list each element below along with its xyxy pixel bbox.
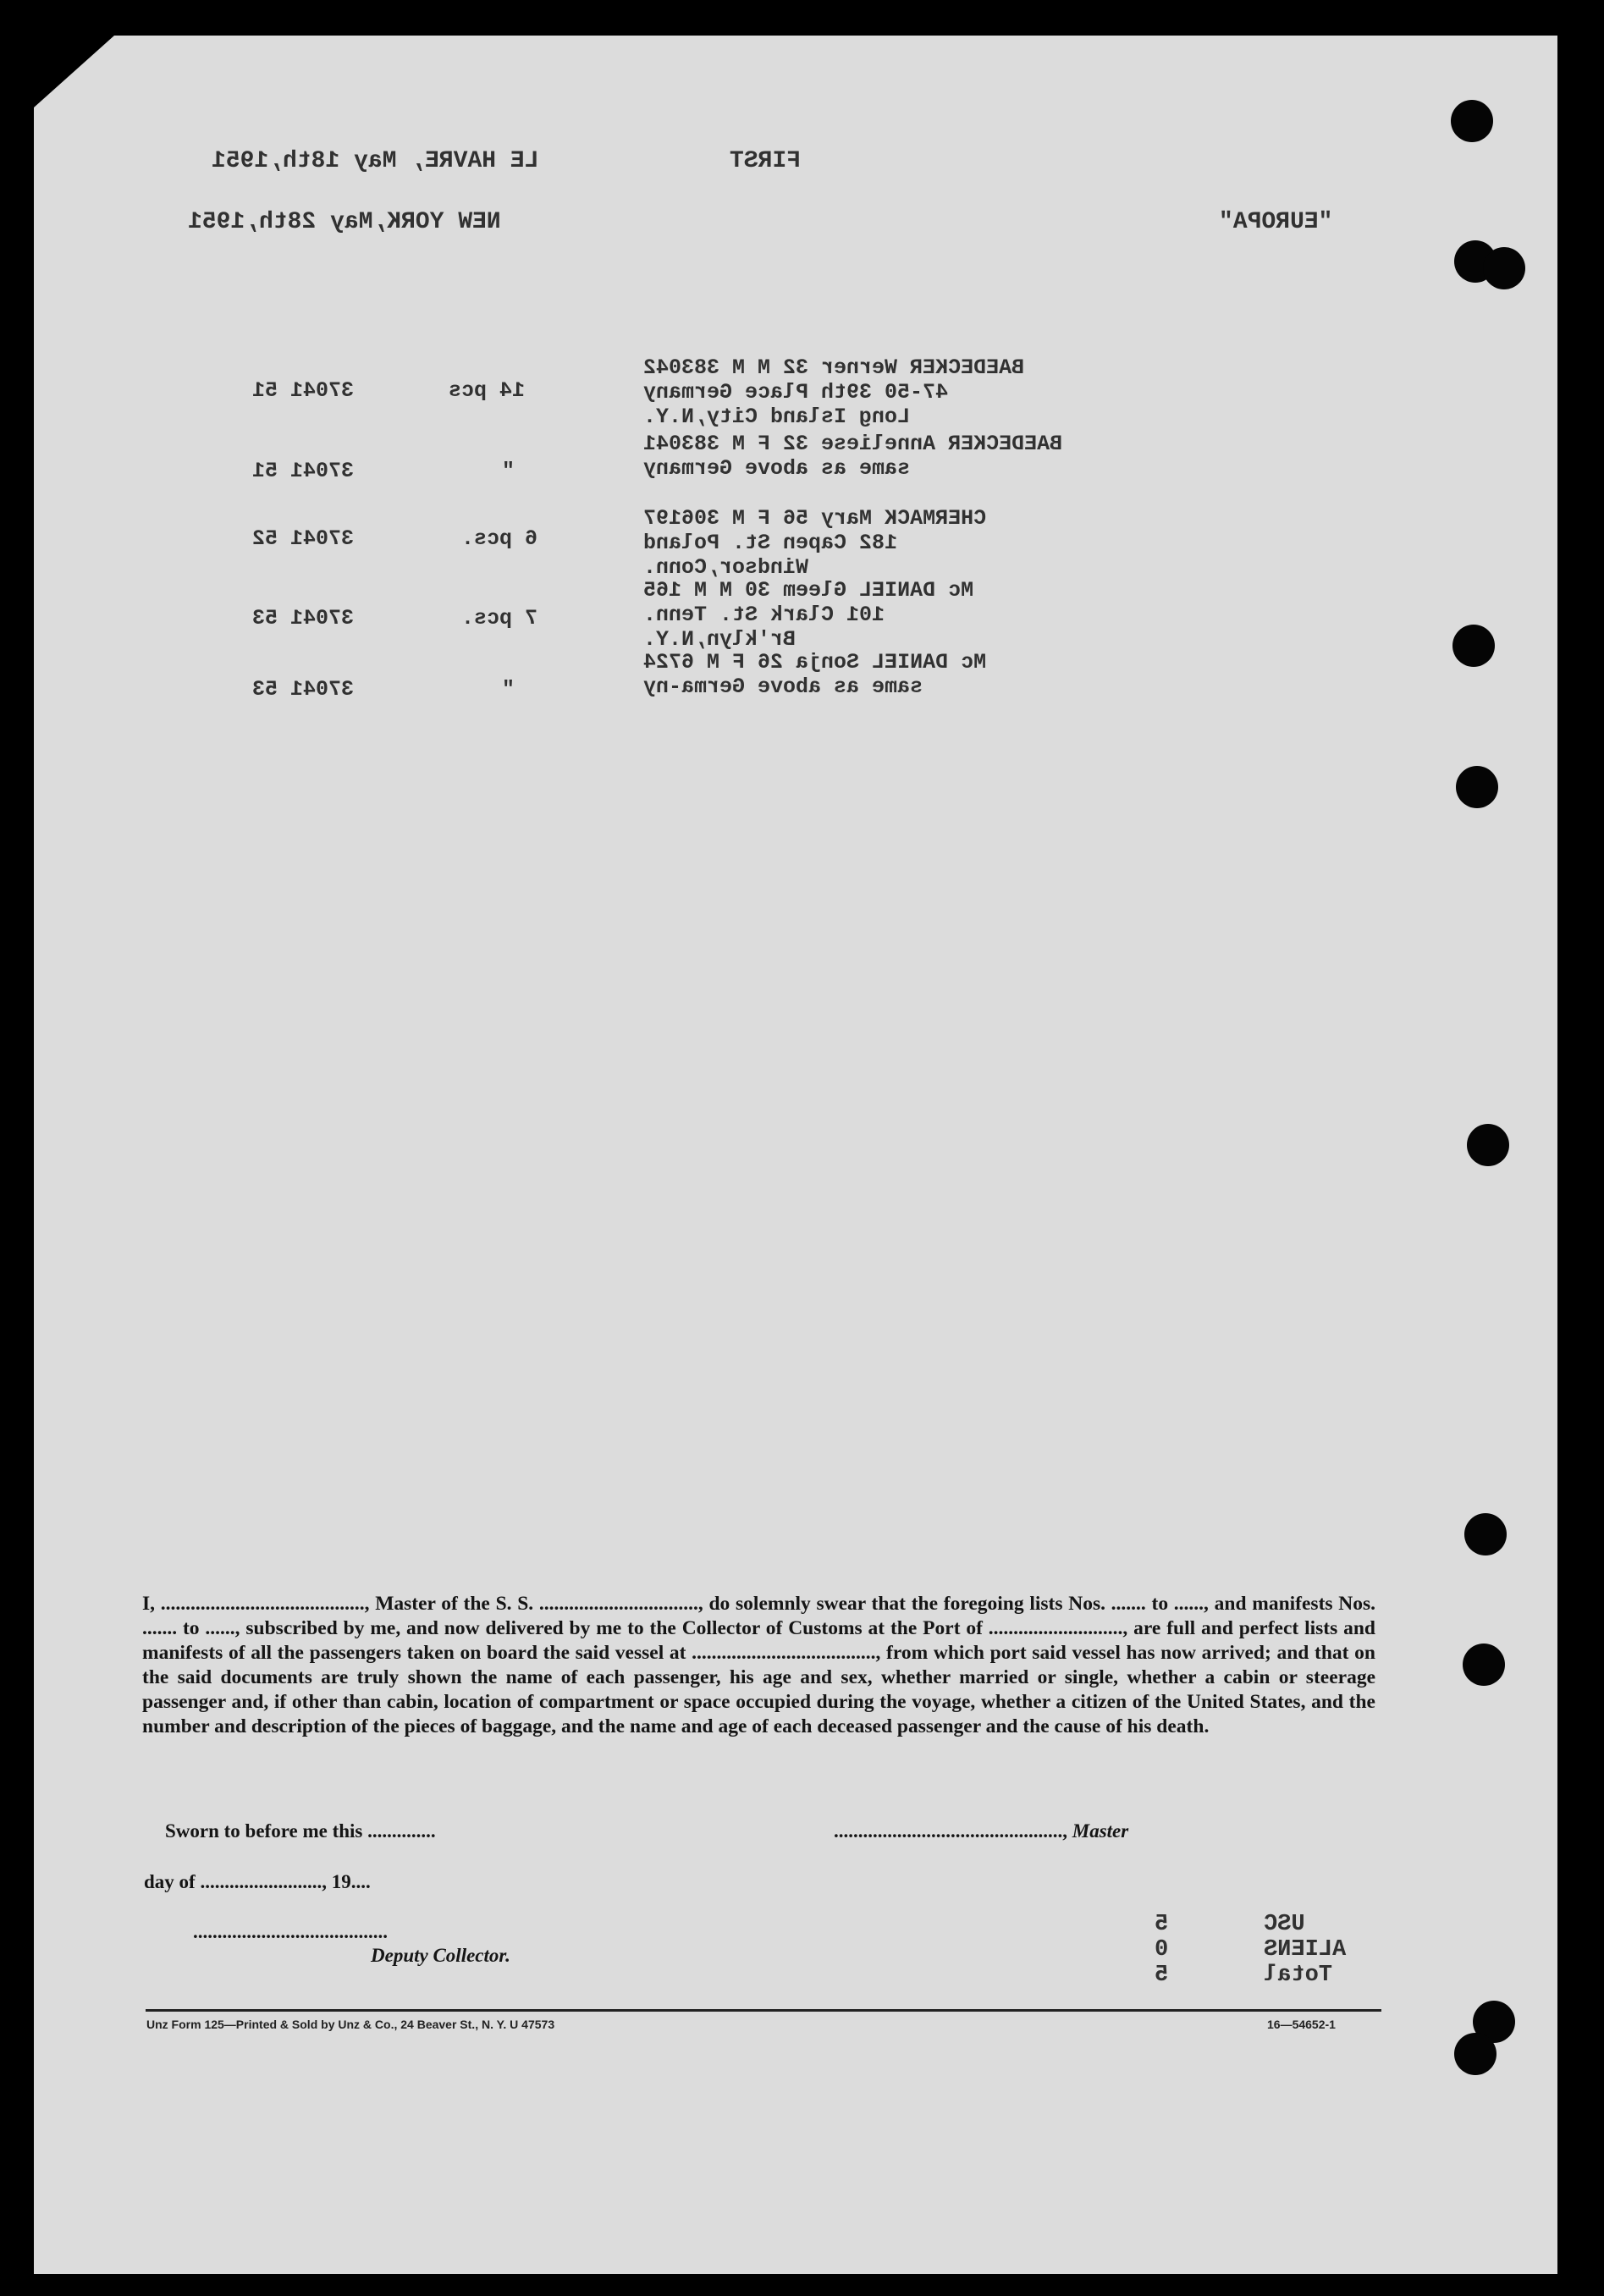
day-line: day of ........................., 19.... [144,1871,371,1892]
passenger-entry: BAEDECKER Anneliese 32 F M 383041 same as above Germany [643,432,1063,481]
passenger-number: 37041 53 [252,677,355,702]
passenger-baggage: 14 pcs [449,378,526,403]
arrival-port-date: NEW YORK,May 28th,1951 [188,209,501,235]
oath-text: I, ........................................., Master of the S. S. ................................, do solemnly swear that the foregoing lists Nos. ....... to ......, and manifests Nos. ....... to ......, subscribed by me, and now delivered by me to the Collector of Customs at the Port of ..........................., are full and perfect lists and manifests of all the passengers taken on board the said vessel at ....................................., from which port said vessel has now arrived; and that on the said documents are truly shown the name of each passenger, his age and sex, whether married or single, whether a cabin or steerage passenger and, if other than cabin, location of compartment or space occupied during the voyage, whether a citizen of the United States, and the number and description of the pieces of baggage, and the name and age of each deceased passenger and the cause of his death. [142,1593,1375,1737]
class-label: FIRST [730,148,802,174]
printer-imprint: Unz Form 125—Printed & Sold by Unz & Co., 24 Beaver St., N. Y. U 47573 [146,2018,555,2031]
punch-hole [1456,766,1498,808]
ship-name: "EUROPA" [1219,209,1333,235]
passenger-entry: BAEDECKER Werner 32 M M 383042 47-50 39th Place Germany Long Island City,N.Y. [643,355,1025,429]
punch-hole [1483,247,1525,289]
passenger-entry: Mc DANIEL Sonja 26 F M 6724 same as above Germa-ny [643,650,987,699]
passenger-entry: Mc DANIEL Gleem 30 M M 165 101 Clark St. Tenn. Br'klyn,N.Y. [643,578,974,652]
footer-rule [146,2009,1381,2012]
passenger-number: 37041 53 [252,606,355,630]
passenger-baggage: " [502,459,515,483]
passenger-entry: CHERMACK Mary 56 F M 306197 182 Capen St. Poland Windsor,Conn. [643,506,987,580]
master-dots: ..............................................., [834,1820,1072,1842]
passenger-number: 37041 52 [252,526,355,551]
punch-hole [1467,1124,1509,1166]
punch-hole [1464,1513,1507,1555]
master-signature-line [834,1820,1128,1842]
master-oath [142,1592,1375,1739]
collector-label: Deputy Collector. [371,1945,510,1966]
collector-dots: ........................................ [193,1921,388,1942]
form-number: 16—54652-1 [1267,2018,1336,2031]
totals-values: 5 0 5 [1155,1912,1169,1988]
master-label: Master [1072,1820,1129,1842]
punch-hole [1452,625,1495,667]
punch-hole [1454,2033,1497,2075]
punch-hole [1463,1644,1505,1686]
sworn-line: Sworn to before me this .............. [165,1820,436,1842]
passenger-baggage: " [502,677,515,702]
passenger-number: 37041 51 [252,378,355,403]
passenger-baggage: 6 pcs. [461,526,538,551]
totals-labels: USC ALIENS Total [1264,1912,1347,1988]
punch-hole [1451,100,1493,142]
passenger-number: 37041 51 [252,459,355,483]
departure-port-date: LE HAVRE, May 18th,1951 [212,148,539,174]
passenger-baggage: 7 pcs. [461,606,538,630]
